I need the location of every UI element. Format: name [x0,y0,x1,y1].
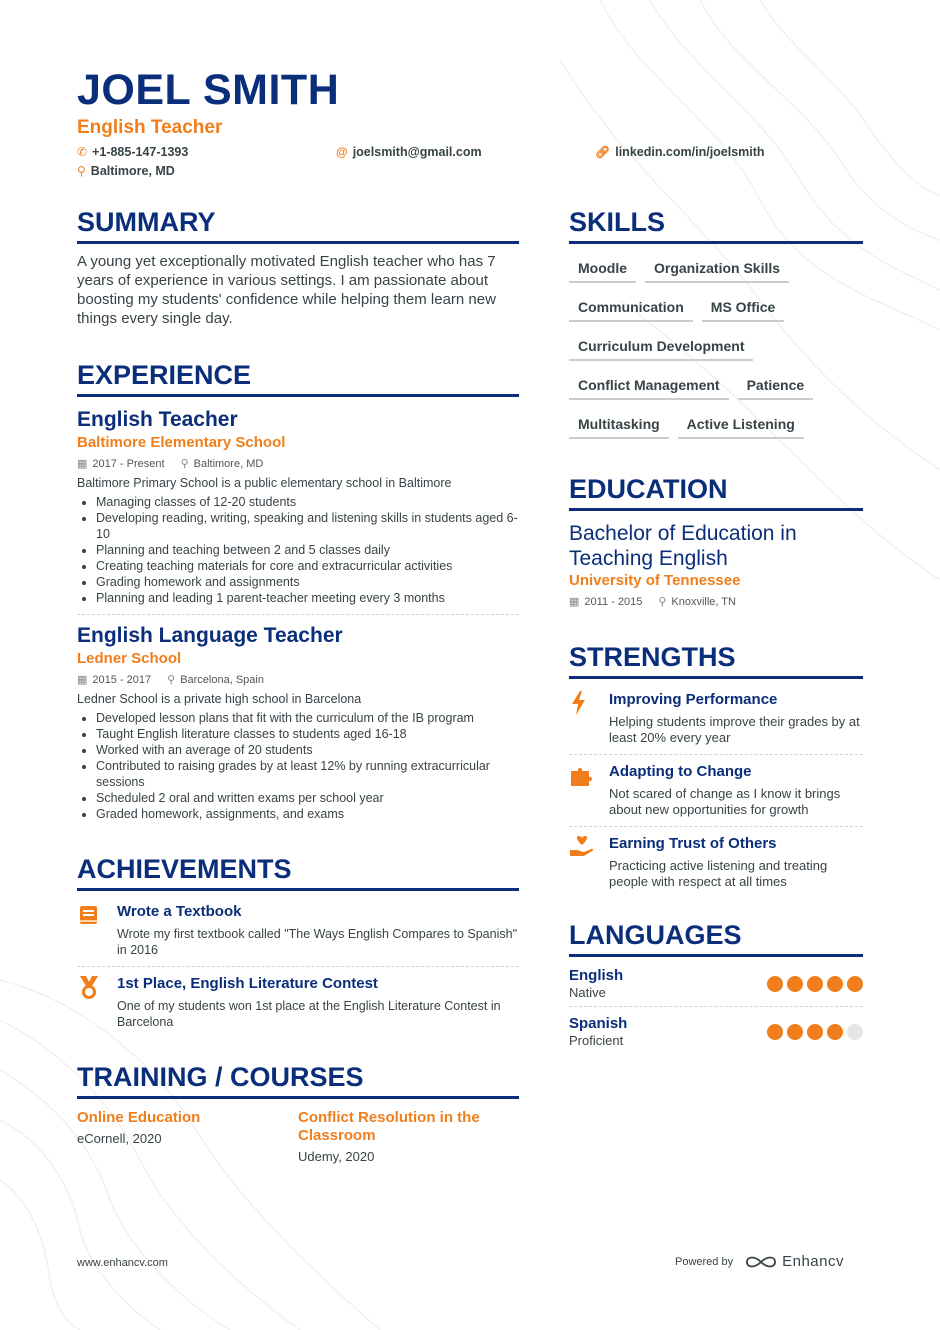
job-bullet: • Planning and teaching between 2 and 5 classes daily [96,542,519,558]
achievements-section [77,852,519,1030]
experience-title: EXPERIENCE [77,358,519,397]
calendar-icon: ▦ [569,596,580,608]
location-text: Baltimore, MD [90,164,175,178]
job-title: English Language Teacher [77,624,343,647]
at-icon: @ [336,145,348,159]
language-rating [767,1024,863,1040]
linkedin-text: linkedin.com/in/joelsmith [615,145,765,159]
skill-tag: Conflict Management [569,372,729,400]
rating-dot-filled [767,1024,783,1040]
achievements-title: ACHIEVEMENTS [77,852,519,891]
job-location: Barcelona, Spain [180,674,264,686]
calendar-icon: ▦ [77,458,88,470]
language-level: Native [569,985,606,1000]
email-text: joelsmith@gmail.com [352,145,482,159]
strength-item [569,835,863,890]
book-icon [77,903,103,958]
strength-desc: Helping students improve their grades by at least 20% every year [609,714,860,745]
training-section [77,1060,519,1164]
language-item [569,967,863,1000]
rating-dot-filled [827,976,843,992]
phone-contact[interactable] [77,145,188,159]
job-bullets [77,494,519,606]
course-sub: Udemy, 2020 [298,1149,375,1164]
course-title: Online Education [77,1109,201,1126]
summary-section [77,205,519,328]
language-item [569,1015,863,1048]
rating-dot-filled [787,1024,803,1040]
phone-icon: ✆ [77,145,88,159]
strength-item [569,691,863,746]
skills-section [569,205,863,450]
job-entry [77,623,519,822]
skill-tag: MS Office [702,294,785,322]
medal-icon [77,975,103,1030]
job-bullet: • Developed lesson plans that fit with the curriculum of the IB program [96,710,519,726]
divider [77,614,519,615]
job-title: English Teacher [77,408,238,431]
candidate-name: JOEL SMITH [77,66,340,114]
job-company: Baltimore Elementary School [77,434,286,451]
calendar-icon: ▦ [77,674,88,686]
enhancv-brand-text: Enhancv [782,1253,844,1270]
achievement-title: 1st Place, English Literature Contest [117,975,378,992]
location-pin-icon: ⚲ [77,164,86,178]
divider [569,754,863,755]
location-pin-icon: ⚲ [658,596,667,608]
strength-title: Improving Performance [609,691,778,708]
rating-dot-filled [787,976,803,992]
languages-title: LANGUAGES [569,918,863,957]
education-location: Knoxville, TN [671,596,736,608]
job-dates: 2015 - 2017 [92,674,152,686]
candidate-role: English Teacher [77,117,223,138]
job-meta [77,673,519,686]
job-bullet: • Managing classes of 12-20 students [96,494,519,510]
summary-title: SUMMARY [77,205,519,244]
job-bullet: • Graded homework, assignments, and exams [96,806,519,822]
job-description: Baltimore Primary School is a public elementary school in Baltimore [77,476,452,490]
job-bullet: • Developing reading, writing, speaking and listening skills in students aged 6-10 [96,510,519,542]
hand-heart-icon [569,835,595,890]
job-bullet: • Scheduled 2 oral and written exams per school year [96,790,519,806]
email-contact[interactable] [336,145,482,159]
education-title: EDUCATION [569,472,863,511]
skill-tag: Curriculum Development [569,333,753,361]
skill-tag: Active Listening [678,411,804,439]
strength-item [569,763,863,818]
rating-dot-filled [827,1024,843,1040]
experience-section [77,358,519,822]
job-company: Ledner School [77,650,182,667]
powered-by-text: Powered by [675,1255,734,1268]
strengths-title: STRENGTHS [569,640,863,679]
footer-powered [675,1253,844,1270]
achievement-item [77,975,519,1030]
location-pin-icon: ⚲ [180,458,189,470]
job-location: Baltimore, MD [193,458,264,470]
job-bullets [77,710,519,822]
job-bullet: • Creating teaching materials for core and extracurricular activities [96,558,519,574]
degree: Bachelor of Education in Teaching English [569,522,797,570]
job-meta [77,457,519,470]
language-level: Proficient [569,1033,624,1048]
job-bullet: • Worked with an average of 20 students [96,742,519,758]
languages-section [569,918,863,1048]
achievement-item [77,903,519,958]
education-section [569,472,863,608]
skill-tag: Organization Skills [645,255,789,283]
divider [77,966,519,967]
job-bullet: • Contributed to raising grades by at least 12% by running extracurricular sessions [96,758,519,790]
phone-text: +1-885-147-1393 [92,145,189,159]
puzzle-icon [569,763,595,818]
education-meta [569,595,863,608]
strength-title: Adapting to Change [609,763,752,780]
language-rating [767,976,863,992]
strength-desc: Practicing active listening and treating people with respect at all times [609,858,828,889]
rating-dot-filled [807,1024,823,1040]
lightning-icon [569,691,595,746]
rating-dot-filled [847,976,863,992]
enhancv-logo-icon [745,1254,777,1270]
training-title: TRAINING / COURSES [77,1060,519,1099]
rating-dot-filled [807,976,823,992]
skill-tag: Patience [738,372,814,400]
job-dates: 2017 - Present [92,458,165,470]
linkedin-contact[interactable] [595,145,765,159]
course-title: Conflict Resolution in the Classroom [298,1109,480,1144]
left-column [77,205,519,1164]
divider [569,826,863,827]
job-bullet: • Planning and leading 1 parent-teacher meeting every 3 months [96,590,519,606]
school: University of Tennessee [569,572,741,589]
skill-tag: Multitasking [569,411,669,439]
strengths-section [569,640,863,890]
job-entry [77,407,519,606]
enhancv-logo[interactable] [745,1253,844,1270]
job-bullet: • Taught English literature classes to students aged 16-18 [96,726,519,742]
strength-desc: Not scared of change as I know it brings about new opportunities for growth [609,786,841,817]
location-pin-icon: ⚲ [167,674,176,686]
achievement-title: Wrote a Textbook [117,903,242,920]
job-bullet: • Grading homework and assignments [96,574,519,590]
education-dates: 2011 - 2015 [584,596,643,608]
rating-dot-filled [767,976,783,992]
skill-tag: Communication [569,294,693,322]
achievement-desc: One of my students won 1st place at the English Literature Contest in Barcelona [117,999,501,1029]
skill-list [569,255,863,450]
job-description: Ledner School is a private high school in Barcelona [77,692,362,706]
course-list [77,1109,519,1164]
strength-title: Earning Trust of Others [609,835,777,852]
location-contact [77,164,175,178]
skills-title: SKILLS [569,205,863,244]
footer-site-link[interactable]: www.enhancv.com [77,1257,168,1269]
course-sub: eCornell, 2020 [77,1131,162,1146]
rating-dot-empty [847,1024,863,1040]
summary-text: A young yet exceptionally motivated English teacher who has 7 years of experience in various settings. I am passionate about boosting my students' confidence while helping them learn new things every single day. [77,253,496,327]
course-item [77,1109,298,1164]
link-icon: 🔗︎ [595,145,611,159]
divider [569,1006,863,1007]
right-column [569,205,863,1048]
achievement-desc: Wrote my first textbook called "The Ways English Compares to Spanish" in 2016 [117,927,518,957]
language-name: Spanish [569,1015,628,1032]
skill-tag: Moodle [569,255,636,283]
course-item [298,1109,519,1164]
language-name: English [569,967,624,984]
